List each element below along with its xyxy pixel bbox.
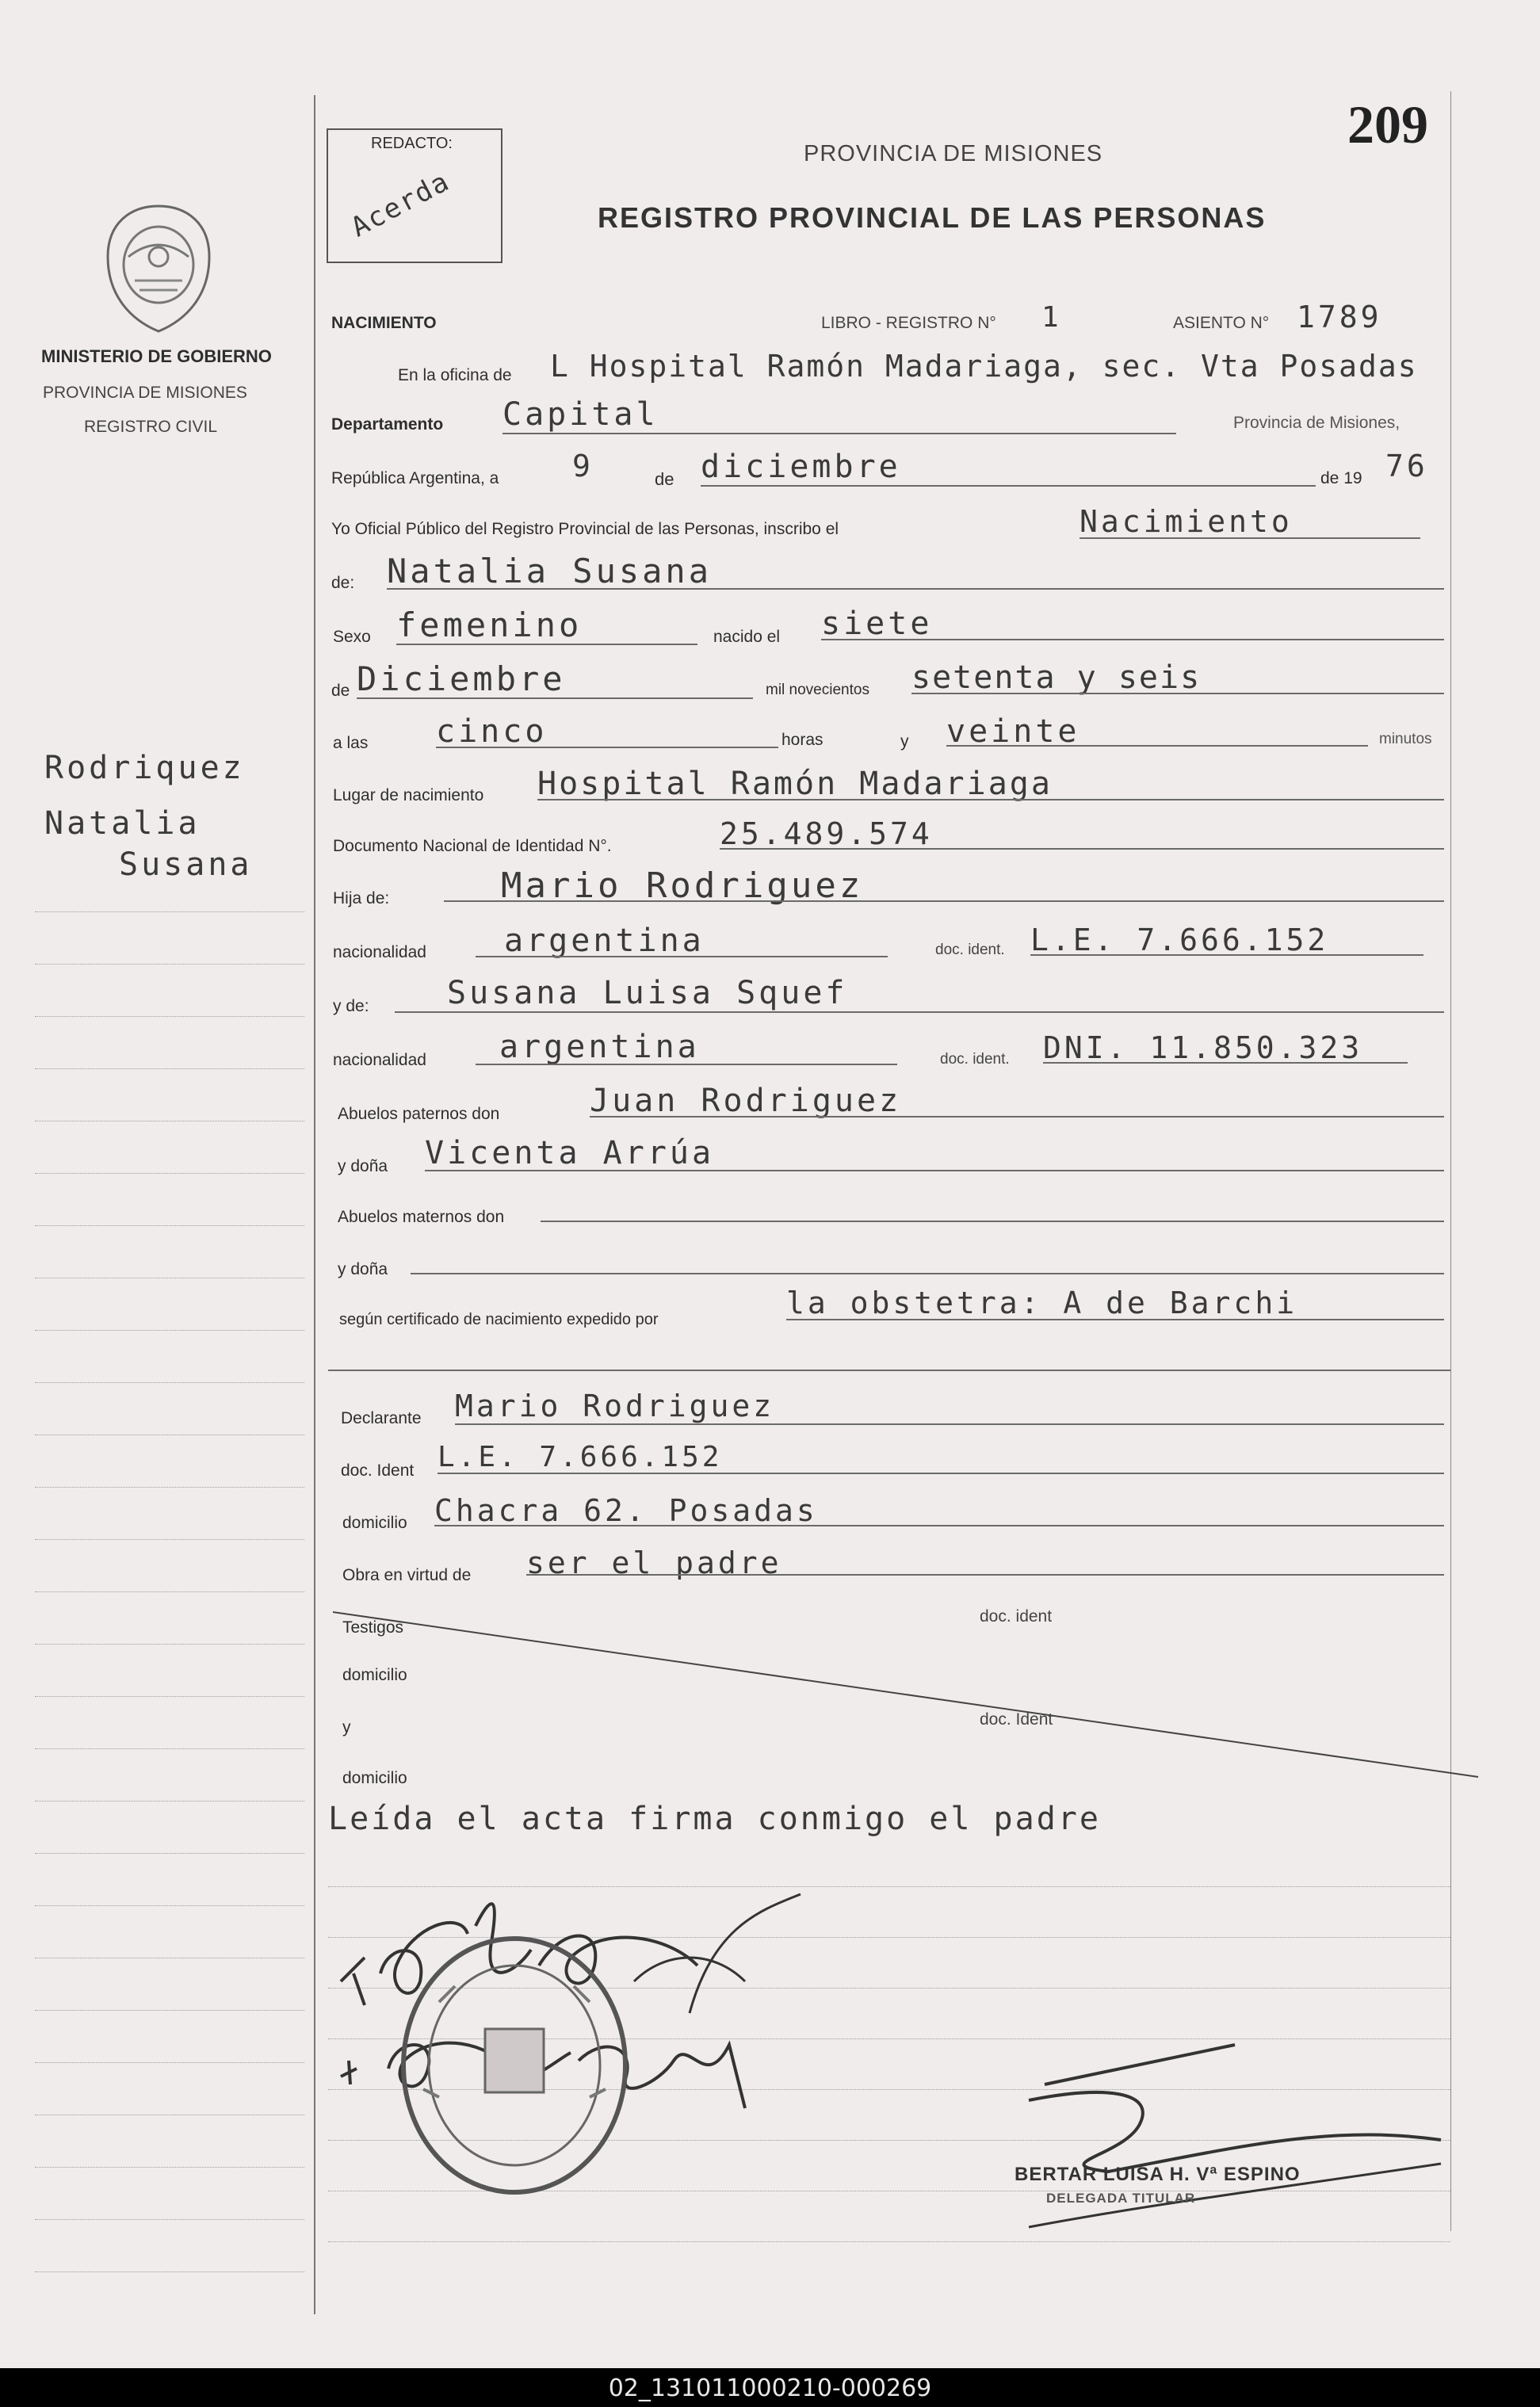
- margin-hairline: [35, 1853, 304, 1854]
- dni-label: Documento Nacional de Identidad N°.: [333, 837, 612, 855]
- margin-divider: [314, 95, 315, 2314]
- minutos-value: veinte: [946, 713, 1080, 750]
- asiento-label: ASIENTO N°: [1173, 314, 1270, 332]
- ydona-label: y doña: [338, 1157, 388, 1175]
- de-label: de: [655, 469, 674, 489]
- horas-label: horas: [781, 731, 823, 749]
- obra-label: Obra en virtud de: [342, 1566, 472, 1584]
- nacido-label: nacido el: [713, 628, 781, 646]
- margin-hairline: [35, 1748, 304, 1749]
- coat-of-arms-seal: [100, 201, 217, 336]
- nac-padre-value: argentina: [504, 923, 705, 959]
- oficial-value: Nacimiento: [1080, 504, 1293, 539]
- declarante-line: [455, 1423, 1444, 1425]
- margin-note-line3: Susana: [119, 846, 253, 883]
- year-suffix: 76: [1385, 449, 1428, 483]
- signature-hairline: [328, 2241, 1450, 2242]
- doc-padre-label: doc. ident.: [935, 942, 1005, 958]
- hija-label: Hija de:: [333, 889, 390, 907]
- domicilio-label: domicilio: [342, 1514, 407, 1532]
- domicilio-value: Chacra 62. Posadas: [434, 1493, 818, 1528]
- ab-mat-dona-line: [411, 1273, 1444, 1274]
- margin-hairline: [35, 1016, 304, 1017]
- padre-value: Mario Rodriguez: [501, 865, 864, 906]
- official-seal: [392, 1931, 637, 2200]
- margin-hairline: [35, 1696, 304, 1697]
- horas-value: cinco: [436, 713, 548, 750]
- margin-hairline: [35, 2271, 304, 2272]
- name-line: [387, 588, 1444, 590]
- margin-hairline: [35, 1173, 304, 1174]
- header-province: PROVINCIA DE MISIONES: [804, 141, 1103, 166]
- section-divider: [328, 1370, 1450, 1371]
- lugar-label: Lugar de nacimiento: [333, 786, 484, 804]
- decl-doc-line: [438, 1473, 1444, 1474]
- nacido-value: siete: [821, 606, 933, 642]
- margin-hairline: [35, 2219, 304, 2220]
- de3-label: de: [331, 682, 350, 700]
- ab-mat-don-line: [541, 1221, 1444, 1222]
- ministry-line1: MINISTERIO DE GOBIERNO: [41, 346, 272, 366]
- margin-hairline: [35, 2062, 304, 2063]
- certificado-value: la obstetra: A de Barchi: [786, 1286, 1298, 1320]
- margin-hairline: [35, 1225, 304, 1226]
- minutos-line: [946, 745, 1368, 747]
- margin-note-line2: Natalia: [44, 805, 201, 842]
- name-value: Natalia Susana: [387, 552, 713, 590]
- margin-hairline: [35, 1539, 304, 1540]
- declarante-label: Declarante: [341, 1409, 422, 1427]
- de2-label: de:: [331, 574, 355, 592]
- departamento-line: [503, 433, 1176, 434]
- decl-doc-label: doc. Ident: [341, 1461, 415, 1480]
- lugar-value: Hospital Ramón Madariaga: [537, 766, 1053, 802]
- dni-line: [720, 848, 1444, 850]
- doc-padre-value: L.E. 7.666.152: [1030, 923, 1329, 957]
- date-line: [701, 485, 1316, 487]
- mes-value: Diciembre: [357, 659, 566, 698]
- ab-mat-label: Abuelos maternos don: [338, 1208, 505, 1226]
- departamento-value: Capital: [503, 396, 659, 433]
- obra-value: ser el padre: [526, 1545, 782, 1580]
- ministry-line3: REGISTRO CIVIL: [84, 418, 218, 436]
- ab-pat-dona-line: [425, 1170, 1444, 1171]
- margin-hairline: [35, 964, 304, 965]
- horas-line: [436, 747, 778, 748]
- margin-hairline: [35, 1330, 304, 1331]
- redacto-stamp: [327, 128, 503, 263]
- day-value: 9: [572, 449, 594, 483]
- margin-hairline: [35, 1487, 304, 1488]
- act-type: NACIMIENTO: [331, 314, 437, 332]
- test-doc-label: doc. ident: [980, 1607, 1053, 1626]
- test-dom2-label: domicilio: [342, 1769, 407, 1787]
- madre-line: [395, 1011, 1444, 1013]
- doc-padre-line: [1030, 954, 1423, 956]
- test-y-label: y: [342, 1718, 351, 1736]
- alas-label: a las: [333, 734, 369, 752]
- yde-label: y de:: [333, 997, 369, 1015]
- lugar-line: [537, 799, 1444, 800]
- nacido-line: [821, 639, 1444, 640]
- ministry-line2: PROVINCIA DE MISIONES: [43, 384, 247, 402]
- oficina-label: En la oficina de: [398, 366, 512, 384]
- certificado-label: según certificado de nacimiento expedido por: [339, 1311, 659, 1328]
- doc-madre-label: doc. ident.: [940, 1051, 1010, 1068]
- closing-value: Leída el acta firma conmigo el padre: [328, 1801, 1101, 1837]
- margin-hairline: [35, 2167, 304, 2168]
- republica-label: República Argentina, a: [331, 469, 499, 487]
- ab-pat-dona-value: Vicenta Arrúa: [425, 1135, 715, 1171]
- oficina-value: L Hospital Ramón Madariaga, sec. Vta Posadas: [550, 349, 1418, 384]
- ydona2-label: y doña: [338, 1260, 388, 1278]
- doc-madre-line: [1043, 1062, 1408, 1064]
- oficial-label: Yo Oficial Público del Registro Provincial de las Personas, inscribo el: [331, 520, 839, 538]
- departamento-label: Departamento: [331, 415, 444, 434]
- margin-hairline: [35, 1905, 304, 1906]
- ab-pat-don-line: [590, 1116, 1444, 1118]
- asiento-value: 1789: [1297, 300, 1382, 334]
- nac-madre-value: argentina: [499, 1029, 700, 1065]
- mes-line: [357, 697, 753, 699]
- page-number: 209: [1347, 94, 1428, 155]
- anio-line: [911, 693, 1444, 694]
- minutos-label: minutos: [1379, 731, 1432, 747]
- anio-value: setenta y seis: [911, 659, 1202, 696]
- margin-note-line1: Rodriquez: [44, 750, 245, 786]
- y-label: y: [900, 732, 909, 751]
- sexo-line: [396, 644, 697, 645]
- ab-pat-label: Abuelos paternos don: [338, 1105, 500, 1123]
- declarante-value: Mario Rodriguez: [455, 1389, 775, 1423]
- margin-hairline: [35, 1068, 304, 1069]
- libro-value: 1: [1041, 301, 1062, 334]
- month-value: diciembre: [701, 449, 901, 485]
- nac-madre-line: [476, 1064, 897, 1065]
- mil-label: mil novecientos: [766, 682, 869, 698]
- header-registry: REGISTRO PROVINCIAL DE LAS PERSONAS: [598, 201, 1267, 234]
- testigos-label: Testigos: [342, 1618, 404, 1637]
- nac-padre-line: [476, 956, 888, 957]
- official-name: BERTAR LUISA H. Vª ESPINO: [1015, 2164, 1301, 2185]
- year-prefix: de 19: [1320, 469, 1362, 487]
- test-dom-label: domicilio: [342, 1666, 407, 1684]
- oficial-line: [1080, 537, 1420, 539]
- test-doc2-label: doc. Ident: [980, 1710, 1053, 1729]
- witness-strike-line: [333, 1609, 1482, 1783]
- obra-line: [526, 1574, 1444, 1576]
- margin-hairline: [35, 2010, 304, 2011]
- nac-padre-label: nacionalidad: [333, 943, 426, 961]
- doc-madre-value: DNI. 11.850.323: [1043, 1030, 1363, 1065]
- padre-line: [444, 900, 1444, 902]
- margin-hairline: [35, 1382, 304, 1383]
- dni-value: 25.489.574: [720, 816, 933, 851]
- redacto-label: REDACTO:: [371, 135, 453, 152]
- decl-doc-value: L.E. 7.666.152: [438, 1441, 723, 1473]
- provincia-label: Provincia de Misiones,: [1233, 414, 1401, 432]
- sexo-value: femenino: [396, 606, 583, 644]
- right-border: [1450, 91, 1451, 2231]
- margin-hairline: [35, 911, 304, 912]
- margin-hairline: [35, 1644, 304, 1645]
- nac-madre-label: nacionalidad: [333, 1051, 426, 1069]
- libro-label: LIBRO - REGISTRO N°: [821, 314, 996, 332]
- sexo-label: Sexo: [333, 628, 371, 646]
- redacto-signature: Acerda: [346, 165, 456, 244]
- footer-filename: 02_131011000210-000269: [608, 2375, 932, 2402]
- ab-pat-don-value: Juan Rodriguez: [590, 1083, 902, 1119]
- official-title: DELEGADA TITULAR: [1046, 2191, 1196, 2206]
- domicilio-line: [434, 1525, 1444, 1526]
- certificado-line: [786, 1319, 1444, 1320]
- madre-value: Susana Luisa Squef: [447, 975, 848, 1011]
- margin-hairline: [35, 1591, 304, 1592]
